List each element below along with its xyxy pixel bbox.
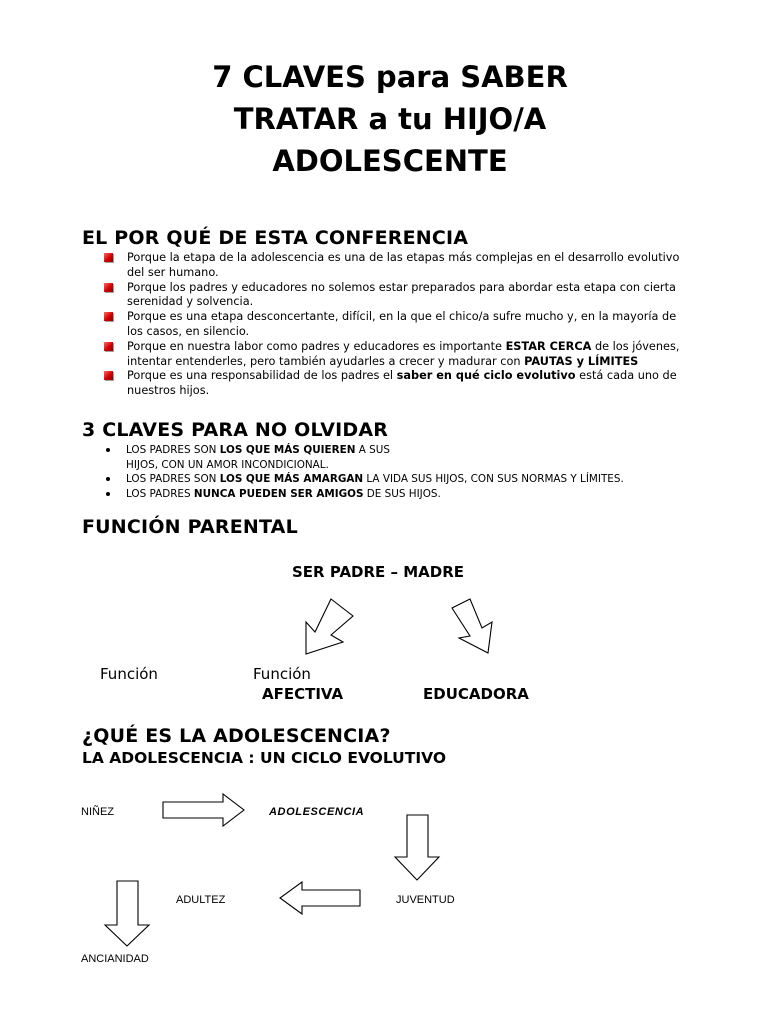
funcion-label: Función xyxy=(100,665,158,683)
list-item: LOS PADRES SON LOS QUE MÁS QUIEREN A SUS HIJOS, CON UN AMOR INCONDICIONAL. xyxy=(104,443,704,472)
arrow-left-icon xyxy=(278,880,364,916)
list-item: Porque los padres y educadores no solemos estar preparados para abordar esta etapa con cierta serenidad y solvencia. xyxy=(104,281,694,311)
stage-ninez: NIÑEZ xyxy=(81,806,114,818)
section-subheading-cycle: LA ADOLESCENCIA : UN CICLO EVOLUTIVO xyxy=(82,749,447,767)
title-line-3: ADOLESCENTE xyxy=(272,144,508,178)
arrow-right-icon xyxy=(160,792,246,828)
afectiva-label: AFECTIVA xyxy=(262,685,344,703)
ser-padre-madre-label: SER PADRE – MADRE xyxy=(292,563,465,581)
page-title xyxy=(84,56,696,182)
section-heading-adolescence: ¿QUÉ ES LA ADOLESCENCIA? xyxy=(82,725,391,747)
funcion-label: Función xyxy=(253,665,311,683)
red-square-bullet-icon xyxy=(104,283,113,292)
title-line-2: TRATAR a tu HIJO/A xyxy=(233,102,547,136)
stage-ancianidad: ANCIANIDAD xyxy=(81,953,149,965)
section-heading-keys: 3 CLAVES PARA NO OLVIDAR xyxy=(82,419,389,441)
why-list xyxy=(104,251,694,399)
section-heading-why: EL POR QUÉ DE ESTA CONFERENCIA xyxy=(82,227,469,249)
bullet-dot-icon xyxy=(106,477,110,481)
stage-juventud: JUVENTUD xyxy=(396,894,455,906)
list-item: LOS PADRES SON LOS QUE MÁS AMARGAN LA VIDA SUS HIJOS, CON SUS NORMAS Y LÍMITES. xyxy=(104,472,704,487)
list-item: Porque es una etapa desconcertante, difícil, en la que el chico/a sufre mucho y, en la mayoría de los casos, en silencio. xyxy=(104,310,694,340)
section-heading-parental: FUNCIÓN PARENTAL xyxy=(82,516,298,538)
bullet-dot-icon xyxy=(106,448,110,452)
list-item: Porque es una responsabilidad de los padres el saber en qué ciclo evolutivo está cada uno de nuestros hijos. xyxy=(104,369,694,399)
list-item: LOS PADRES NUNCA PUEDEN SER AMIGOS DE SUS HIJOS. xyxy=(104,487,704,502)
red-square-bullet-icon xyxy=(104,371,113,380)
list-item: Porque en nuestra labor como padres y educadores es importante ESTAR CERCA de los jóvenes, intentar entenderles, pero también ayudarles a crecer y madurar con PAUTAS y LÍMITES xyxy=(104,340,694,370)
red-square-bullet-icon xyxy=(104,253,113,262)
keys-list xyxy=(104,443,704,501)
list-item: Porque la etapa de la adolescencia es una de las etapas más complejas en el desarrollo evolutivo del ser humano. xyxy=(104,251,694,281)
stage-adultez: ADULTEZ xyxy=(176,894,226,906)
red-square-bullet-icon xyxy=(104,312,113,321)
arrow-down-icon xyxy=(103,879,153,949)
title-line-1: 7 CLAVES para SABER xyxy=(212,60,568,94)
stage-adolescencia: ADOLESCENCIA xyxy=(269,806,365,818)
bullet-dot-icon xyxy=(106,492,110,496)
educadora-label: EDUCADORA xyxy=(423,685,529,703)
arrow-down-left-icon xyxy=(300,598,360,658)
arrow-down-icon xyxy=(393,813,443,883)
red-square-bullet-icon xyxy=(104,342,113,351)
arrow-down-right-icon xyxy=(448,598,504,658)
